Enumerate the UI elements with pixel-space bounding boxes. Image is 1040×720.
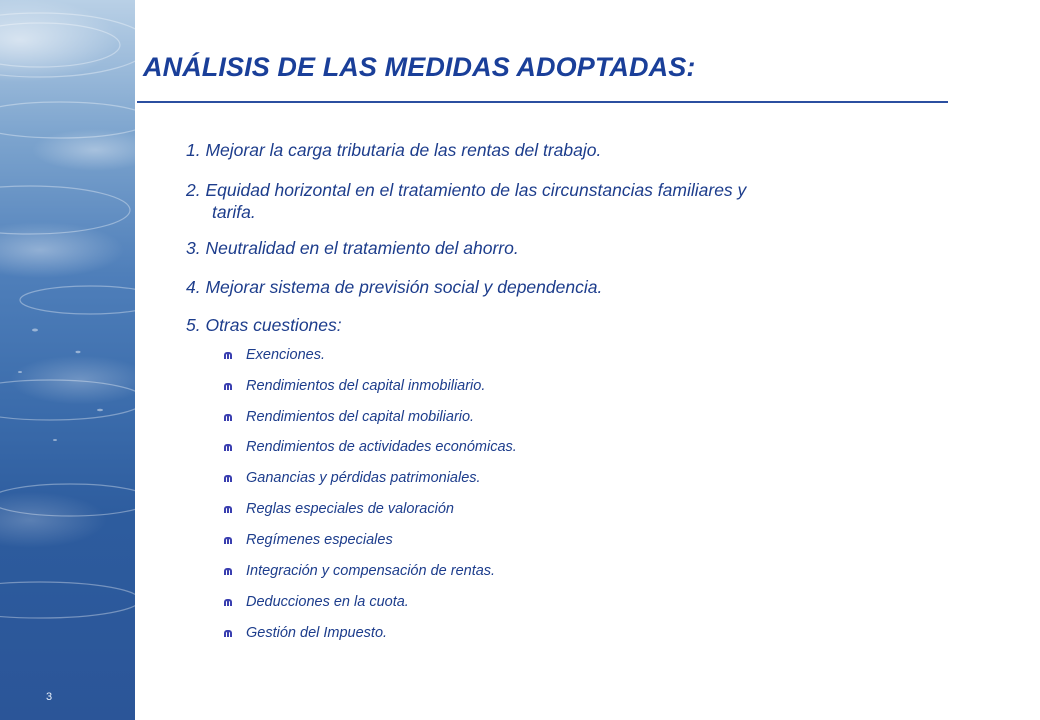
- list-item-2-line1: 2. Equidad horizontal en el tratamiento de las circunstancias familiares y: [186, 180, 747, 200]
- sub-list-item: [246, 594, 409, 610]
- m-bullet-icon: [224, 414, 232, 421]
- sub-list-item-label: Deducciones en la cuota.: [246, 594, 409, 610]
- sub-list-item: [246, 347, 325, 363]
- m-bullet-icon: [224, 383, 232, 390]
- m-bullet-icon: [224, 630, 232, 637]
- sub-list-item: [246, 532, 393, 548]
- sub-list-item-label: Regímenes especiales: [246, 532, 393, 548]
- m-bullet-icon: [224, 444, 232, 451]
- m-bullet-icon: [224, 475, 232, 482]
- list-item-2: [186, 179, 998, 223]
- sub-list-item: [246, 470, 481, 486]
- sub-list-item-label: Exenciones.: [246, 347, 325, 363]
- list-item-4: 4. Mejorar sistema de previsión social y dependencia.: [186, 277, 603, 297]
- m-bullet-icon: [224, 506, 232, 513]
- water-ripples-graphic: [0, 0, 135, 720]
- sub-list-item: [246, 378, 485, 394]
- sub-list-item: [246, 625, 387, 641]
- list-item-5: 5. Otras cuestiones:: [186, 315, 342, 335]
- sub-list-item: [246, 563, 495, 579]
- list-item-1: 1. Mejorar la carga tributaria de las rentas del trabajo.: [186, 140, 602, 160]
- page-number: 3: [46, 691, 53, 703]
- sub-list-item-label: Rendimientos del capital inmobiliario.: [246, 378, 486, 394]
- list-item-2-line2: tarifa.: [212, 202, 256, 222]
- sub-list-item: [246, 439, 517, 455]
- sub-list-item-label: Reglas especiales de valoración: [246, 501, 454, 517]
- list-item-3: 3. Neutralidad en el tratamiento del ahorro.: [186, 238, 519, 258]
- m-bullet-icon: [224, 352, 232, 359]
- sub-list-item-label: Gestión del Impuesto.: [246, 625, 388, 641]
- sub-list-item-label: Rendimientos del capital mobiliario.: [246, 409, 475, 425]
- m-bullet-icon: [224, 568, 232, 575]
- slide-title: ANÁLISIS DE LAS MEDIDAS ADOPTADAS:: [143, 52, 696, 82]
- title-underline-divider: [137, 101, 948, 103]
- sub-list-item-label: Integración y compensación de rentas.: [246, 563, 496, 579]
- sub-list-item: [246, 409, 474, 425]
- m-bullet-icon: [224, 599, 232, 606]
- m-bullet-icon: [224, 537, 232, 544]
- sub-list-item: [246, 501, 454, 517]
- sub-list-item-label: Ganancias y pérdidas patrimoniales.: [246, 470, 481, 486]
- water-background-panel: [0, 0, 135, 720]
- sub-list-item-label: Rendimientos de actividades económicas.: [246, 439, 517, 455]
